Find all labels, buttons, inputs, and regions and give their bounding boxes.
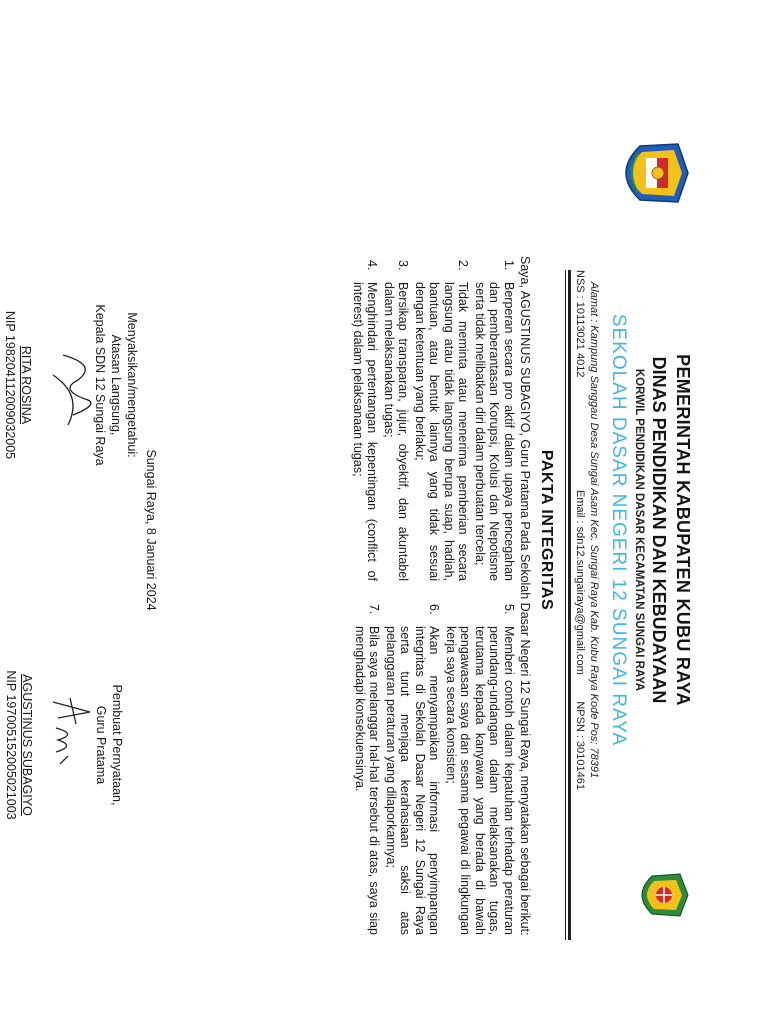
statement-item-number: 6. [427, 604, 442, 615]
statement-item-number: 3. [396, 260, 411, 271]
statement-item-number: 1. [502, 260, 516, 271]
header-rule-thin [565, 270, 566, 940]
statement-column-right [351, 600, 517, 935]
statement-item [413, 256, 471, 581]
header-korwil-name: KORWIL PENDIDIKAN DASAR KECAMATAN SUNGAI RAYA [633, 368, 645, 692]
declarant-heading: Pembuat Pernyataan, [110, 684, 124, 806]
witness-nip: NIP 198204112009032005 [3, 310, 17, 460]
statement-item-text: Bersikap transparan, jujur, obyektif, dan akuntabel dalam melaksanakan tugas; [382, 282, 411, 581]
statement-item-number: 7. [367, 604, 382, 615]
declarant-name: AGUSTINUS SUBAGIYO [20, 674, 34, 816]
statement-intro: Saya, AGUSTINUS SUBAGIYO, Guru Pratama Pada Sekolah Dasar Negeri 12 Sungai Raya, menyatakan sebagai berikut: [518, 256, 532, 936]
header-department-name: DINAS PENDIDIKAN DAN KEBUDAYAAN [649, 356, 669, 704]
header-rule-thick [568, 270, 571, 940]
header-address: Alamat : Kampung Sanggau Desa Sungai Asam Kec. Sungai Raya Kab. Kubu Raya Kode Pos: 78391 [588, 281, 600, 779]
statement-item-number: 2. [456, 260, 471, 271]
statement-item-text: Tidak meminta atau menerima pemberian secara langsung atau tidak langsung berupa suap, hadiah, bantuan, atau bentuk lainnya yang tidak sesuai dengan ketentuan yang berlaku; [413, 282, 471, 581]
header-email: Email : sdn12.sungairaya@gmail.com [574, 490, 586, 675]
witness-heading: Menyaksikan/mengetahui: [125, 312, 139, 458]
header-npsn: NPSN : 30101461 [574, 701, 586, 790]
statement-item [384, 600, 442, 935]
header-school-name: SEKOLAH DASAR NEGERI 12 SUNGAI RAYA [608, 313, 629, 747]
witness-position: Kepala SDN 12 Sungai Raya [93, 304, 107, 466]
statement-item [473, 256, 517, 581]
statement-item-text: Memberi contoh dalam kepatuhan terhadap peraturan perundang-undangan dalam melaksanakan tugas, terutama kepada kanyawan yang berada di bawah pengawasan saya dan sesama pegawai di lingkungan kerja saya secara konsisten; [444, 626, 516, 935]
header-government-name: PEMERINTAH KABUPATEN KUBU RAYA [673, 354, 693, 706]
kabupaten-seal-icon [630, 870, 690, 920]
statement-item [353, 600, 382, 935]
witness-role: Atasan Langsung, [109, 334, 123, 436]
witness-name: RITA ROSINA [19, 345, 33, 425]
witness-signature-icon [48, 345, 103, 435]
statement-item-number: 5. [502, 604, 516, 615]
place-and-date: Sungai Raya, 8 Januari 2024 [144, 449, 158, 611]
statement-item-text: Akan menyampaikan informasi penyimpangan integritas di Sekolah Dasar Negeri 12 Sungai Raya serta turut menjaga kerahasiaan saksi atas pelanggaran peraturan yang dilaporkannya; [384, 626, 442, 935]
declarant-signature-icon [43, 690, 98, 770]
kabupaten-emblem-icon [612, 140, 690, 206]
statement-item [351, 256, 380, 581]
document-title: PAKTA INTEGRITAS [538, 449, 555, 611]
statement-column-left [349, 256, 517, 581]
statement-item [382, 256, 411, 581]
statement-item-number: 4. [365, 260, 380, 271]
header-nss: NSS : 10113021 4012 [574, 270, 586, 378]
statement-item-text: Menghindari pertentangan kepentingan (conflict of interest) dalam pelaksanaan tugas; [351, 282, 380, 581]
declarant-role: Guru Pratama [94, 705, 108, 785]
statement-item-text: Berperan secara pro aktif dalam upaya pencegahan dan pemberantasan Korupsi, Kolusi dan Nepotisme serta tidak melibatkan diri dalam perbuatan tercela; [473, 282, 516, 581]
statement-item [444, 600, 517, 935]
declarant-nip: NIP 197005152005021003 [4, 670, 18, 820]
statement-item-text: Bila saya melanggar hal-hal tersebut di atas, saya siap menghadapi konsekuensinya. [353, 626, 382, 935]
